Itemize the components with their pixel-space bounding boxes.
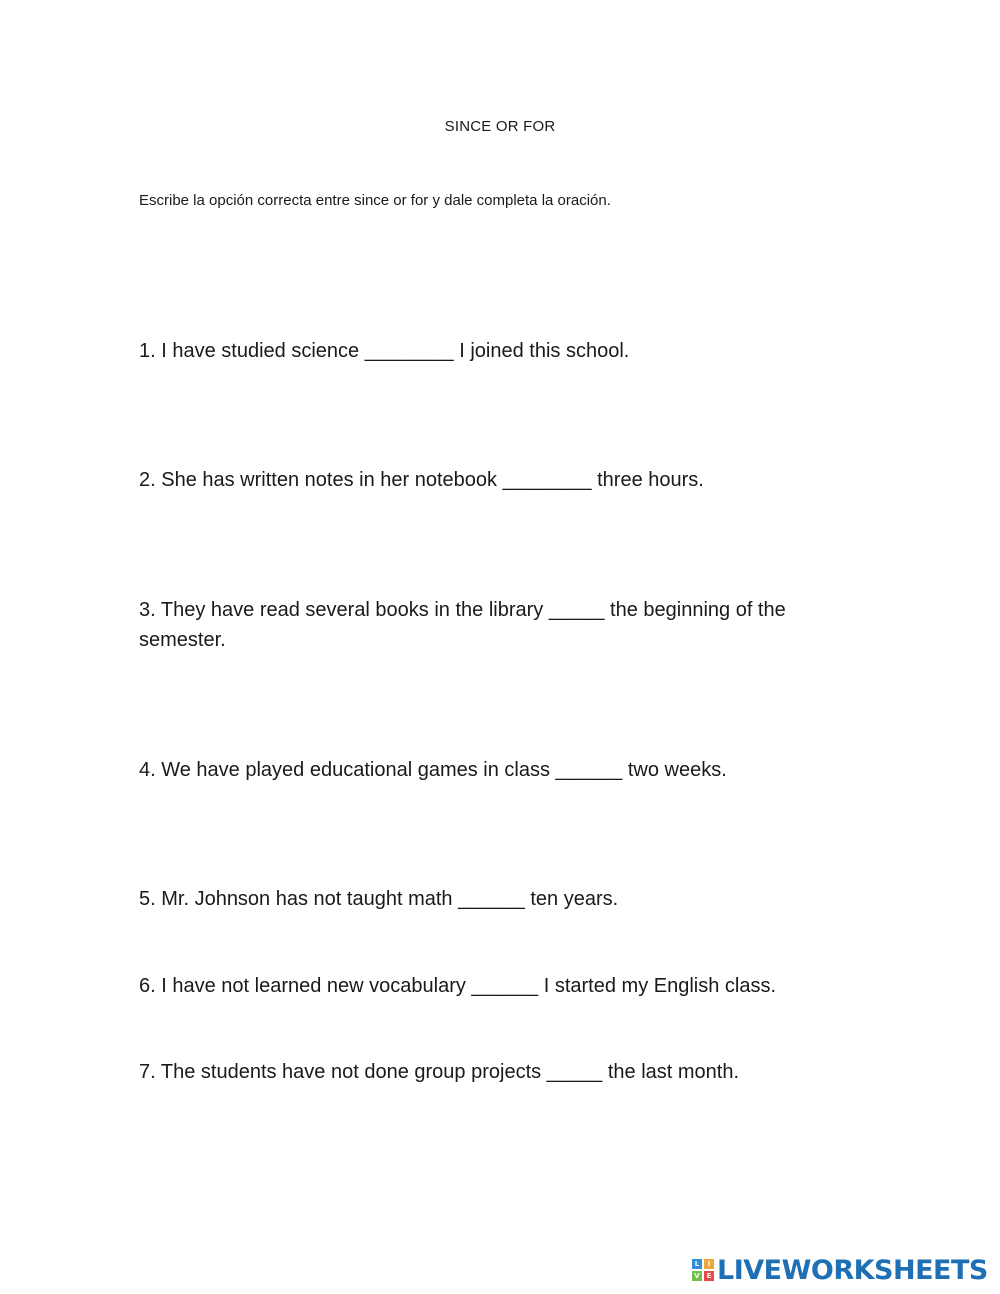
question-1: 1. I have studied science ________ I joined this school. (139, 340, 630, 362)
instructions-text: Escribe la opción correcta entre since or for y dale completa la oración. (139, 192, 611, 209)
logo-mark-letter: E (704, 1271, 714, 1281)
page-title: SINCE OR FOR (444, 118, 556, 135)
logo-mark-letter: L (692, 1259, 702, 1269)
logo-mark-letter: V (692, 1271, 702, 1281)
logo-mark-letter: I (704, 1259, 714, 1269)
liveworksheets-logo (692, 1254, 988, 1286)
question-2: 2. She has written notes in her notebook ________ three hours. (139, 469, 704, 491)
question-6: 6. I have not learned new vocabulary ______ I started my English class. (139, 975, 777, 997)
question-5: 5. Mr. Johnson has not taught math ______ ten years. (139, 888, 619, 910)
question-3: 3. They have read several books in the library _____ the beginning of the semester. (139, 599, 786, 651)
logo-mark-icon (692, 1259, 714, 1281)
question-7: 7. The students have not done group projects _____ the last month. (139, 1061, 740, 1083)
logo-text: LIVEWORKSHEETS (717, 1254, 988, 1286)
question-4: 4. We have played educational games in class ______ two weeks. (139, 759, 727, 781)
